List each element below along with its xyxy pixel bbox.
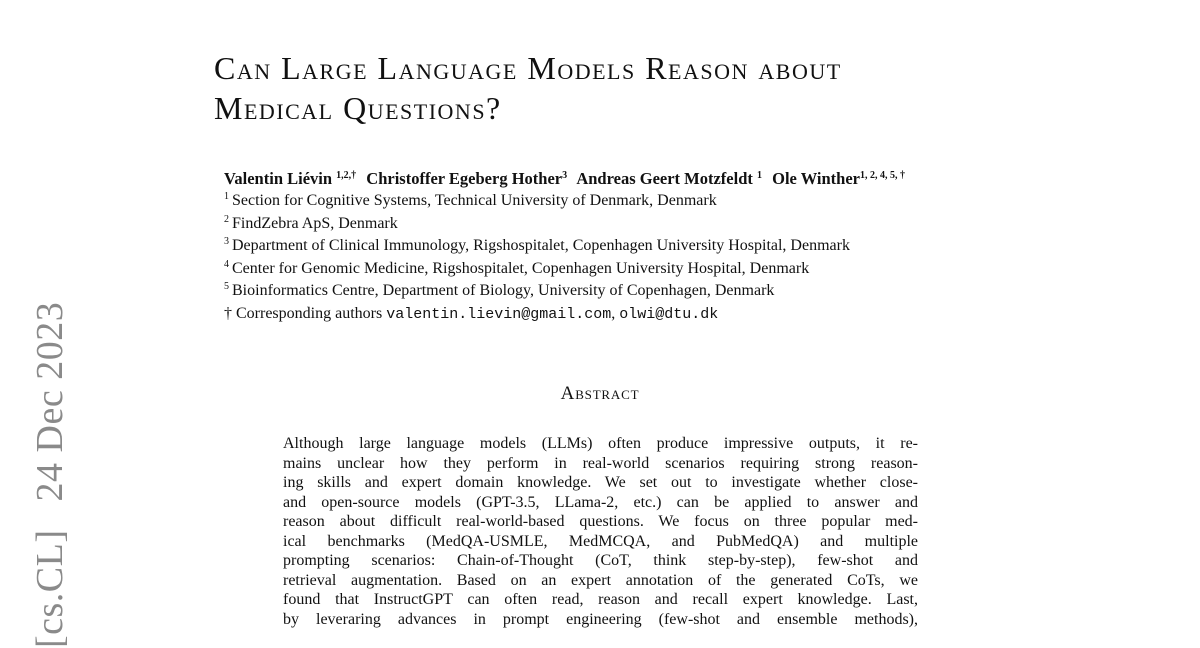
affiliation [224,190,1124,213]
affiliation-mark: 5 [224,281,229,292]
author-name: Valentin Liévin [224,169,333,188]
affiliation [224,280,1124,303]
abstract-heading [0,382,1200,406]
arxiv-category: [cs.CL] [29,529,71,648]
affiliation-list [224,190,1124,326]
author-list [224,168,1124,190]
abstract-line: by leveraring advances in prompt engineering (few-shot and ensemble methods), [283,610,918,628]
arxiv-side-stamp [28,301,72,648]
title-line-2: Medical Questions? [214,90,502,126]
affiliation-mark: 2 [224,213,229,225]
affiliation [224,235,1124,258]
email-separator: , [611,304,616,322]
affiliation-text: FindZebra ApS, Denmark [232,214,398,232]
abstract-line: retrieval augmentation. Based on an expert annotation of the generated CoTs, we [283,571,918,589]
author-affil-marks: 1 [757,170,763,181]
author [224,169,356,188]
abstract-body [283,434,918,629]
author-name: Ole Winther [772,169,860,188]
affiliation-mark: 1 [224,191,229,202]
author [576,169,762,188]
abstract-line: ical benchmarks (MedQA-USMLE, MedMCQA, and PubMedQA) and multiple [283,532,918,550]
abstract-heading-text: Abstract [560,383,640,404]
arxiv-date: 24 Dec 2023 [29,301,71,502]
author [772,169,905,188]
email-link-2[interactable]: olwi@dtu.dk [619,305,719,323]
abstract-line: and open-source models (GPT-3.5, LLama-2, etc.) can be applied to answer and [283,493,918,511]
affiliation [224,213,1124,236]
author-affil-marks: 1, 2, 4, 5, † [860,170,905,181]
affiliation-text: Section for Cognitive Systems, Technical University of Denmark, Denmark [232,192,717,209]
affiliation-text: Bioinformatics Centre, Department of Biology, University of Copenhagen, Denmark [232,282,775,299]
abstract-line: Although large language models (LLMs) often produce impressive outputs, it re- [283,435,918,452]
affiliation-text: Department of Clinical Immunology, Rigshospitalet, Copenhagen University Hospital, Denmark [232,237,850,254]
abstract-line: found that InstructGPT can often read, reason and recall expert knowledge. Last, [283,591,918,608]
author-name: Andreas Geert Motzfeldt [576,169,753,188]
author-affil-marks: 3 [562,170,568,181]
abstract-line: reason about difficult real-world-based questions. We focus on three popular med- [283,513,918,530]
affiliation-mark: 4 [224,258,229,270]
abstract-line: prompting scenarios: Chain-of-Thought (CoT, think step-by-step), few-shot and [283,552,918,569]
email-link-1[interactable]: valentin.lievin@gmail.com [386,305,612,323]
author-affil-marks: 1,2,† [336,170,357,181]
affiliation [224,258,1124,281]
author [366,169,567,188]
abstract-line: mains unclear how they perform in real-world scenarios requiring strong reason- [283,454,918,472]
abstract-line: ing skills and expert domain knowledge. We set out to investigate whether close- [283,474,918,491]
paper-title [214,48,1074,128]
corresponding-label: † Corresponding authors [224,304,383,322]
affiliation-mark: 3 [224,236,229,247]
corresponding-authors [224,303,1124,327]
title-line-1: Can Large Language Models Reason about [214,50,842,86]
affiliation-text: Center for Genomic Medicine, Rigshospitalet, Copenhagen University Hospital, Denmark [232,259,810,277]
author-name: Christoffer Egeberg Hother [366,169,563,188]
